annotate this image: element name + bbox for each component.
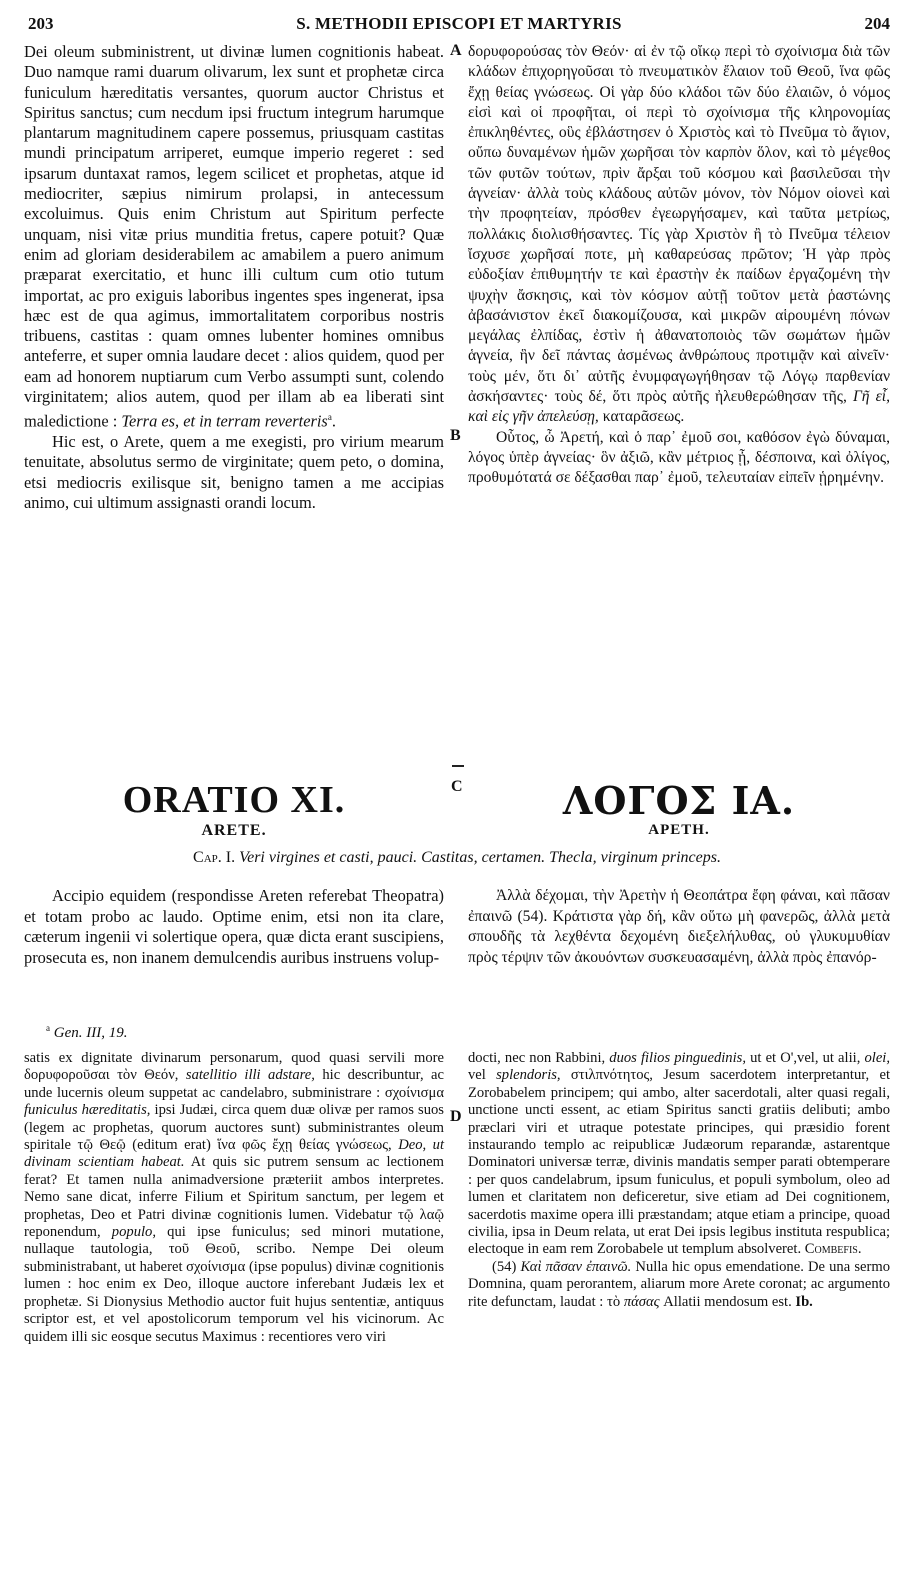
footnote-ref: a <box>327 412 332 423</box>
notes-left-column <box>24 1050 444 1346</box>
greek-text-tail: καταρᾶσεως. <box>602 408 685 426</box>
margin-marker-d: D <box>450 1108 462 1125</box>
note-text: hic describuntur, ac unde lucernis oleum suppetat ac candelabro, subministrare : σχοίνισμα <box>24 1067 444 1101</box>
note-italic: funiculus hæreditatis, <box>24 1102 151 1119</box>
note-number: (54) <box>492 1258 517 1275</box>
note-text: στιλπνότητος, Jesum sacerdotem interpretantur, et Zorobabelem principem; qui ambo, alter sacerdotali, alter quasi regali, unctione uncti essent, ac etiam Spiritus sancti gratiis delibuti; ambo præclari viri et utraque potestate principes, qui præsidio forent instaurando templo ac reipublicæ Judæorum reparandæ, astarentque Dominatori universæ terræ, divinis mandatis semper parati obtemperare : per quos candelabrum, ipsum funiculus, et populi symbolum, oleo ad lumen et claritatem non deficeretur, sive etiam ad Dei cognitionem, sacerdotis maxime opera illi præstandam; atque etiam a principe, quoad civilia, ipsa in Deum relata, ut erat Dei ipsis legibus instituta respublica; electoque in eam rem Zorobabele ut templum absolveret. <box>468 1067 890 1258</box>
page-number-right: 204 <box>864 14 890 33</box>
note-paragraph <box>468 1050 890 1259</box>
margin-marker-b: B <box>450 427 461 444</box>
greek-column-top <box>468 42 890 489</box>
note-text: docti, nec non Rabbini, <box>468 1050 606 1066</box>
greek-quote: Γῆ εἶ, καὶ εἰς γῆν ἀπελεύσῃ, <box>468 388 890 426</box>
speaker-greek: ΑΡΕΤΗ. <box>648 822 710 838</box>
running-title: S. METHODII EPISCOPI ET MARTYRIS <box>296 14 622 33</box>
latin-column-top <box>24 42 444 513</box>
note-54 <box>468 1259 890 1311</box>
note-signature: Ib. <box>795 1293 813 1310</box>
center-rule <box>452 765 464 767</box>
footnote-mark: a <box>46 1023 50 1033</box>
note-italic: duos filios pinguedinis, <box>609 1050 746 1066</box>
greek-text: δορυφορούσας τὸν Θεόν· αἱ ἐν τῷ οἴκῳ περὶ τὸ σχοίνισμα διὰ τῶν κλάδων ἐπιχορηγοῦσαι τὸ πνευματικὸν ἔλαιον τοῦ Θεοῦ, ἵνα φῶς ἔχῃ θείας γνώσεως. Οἱ γὰρ δύο κλάδοι τῶν δύο ἐλαιῶν, ὁ νόμος εἰσὶ καὶ οἱ προφῆται, οἱ περὶ τὸ σχοίνισμα τῆς κληρονομίας ἐπικληθέντες, οὓς ἐβλάστησεν ὁ Χριστὸς καὶ τὸ Πνεῦμα τὸ ἅγιον, οὔπω δυναμένων ἡμῶν χωρῆσαι τὸν καρπὸν ὅλον, καὶ τὸ μέγεθος τῶν φυτῶν τούτων, πρὶν ἄρξαι τοῦ κόσμου καὶ βασιλεῦσαι τὴν ἁγνείαν· ἀλλὰ τοὺς κλάδους αὐτῶν μόνον, τὸν Νόμον οἱονεὶ καὶ τὴν προφητείαν, πρόσθεν ἐγεωργήσαμεν, καὶ ταῦτα μετρίως, πολλάκις διολισθήσαντες. Τίς γὰρ Χριστὸν ἢ τὸ Πνεῦμα τέλειον ἴσχυσε χωρῆσαί ποτε, μὴ καθαρεύσας πρῶτον; Ἡ γὰρ πρὸς εὐδοξίαν ἐπιθυμητήν τε καὶ ἐραστὴν ἐκ παίδων ἐργαζομένη τὴν ψυχὴν ἄσκησις, καὶ τὸν κόσμον αὐτῇ τοῦτον μετὰ ῥαστώνης ἀβασάνιστον ἐκεῖ διακομίζουσα, καὶ μικρῶν αἱρουμένη πόνων μεγάλας ἐλπίδας, ἐστὶν ἡ ἀθανατοποιὸς τῶν σωμάτων ἡμῶν ἁγνεία, ἣν δεῖ πάντας ἀσμένως ἀνθρώπους προτιμᾷν καὶ αἰνεῖν· τοὺς μέν, ὅτι δι᾽ αὐτῆς ἐνυμφαγωγήθησαν τῷ Λόγῳ παρθενίαν ἀσκήσαντες· τοὺς δέ, ὅτι πρὸς αὐτῆς ἠλευθερώθησαν τῆς, <box>468 43 890 406</box>
footnote <box>46 1023 127 1042</box>
page-header <box>28 14 890 38</box>
latin-text: Dei oleum subministrent, ut divinæ lumen cognitionis habeat. Duo namque rami duarum olivarum, lex sunt et prophetæ circa funiculum hæreditatis versantes, quorum auctor Christus et Spiritus sanctus; cum necdum ipsi fructum integrum harumque plantarum magnitudinem capere possemus, priusquam castitas mundi principatum arriperet, eumque imperio regeret : sed ipsarum duntaxat ramos, legem scilicet et prophetas, atque id mediocriter, sæpius nimirum prolapsi, in antecessum excoluimus. Quis enim Christum aut Spiritum perfecte unquam, nisi vitæ prius munditia fretus, capere potuit? Quæ enim ad gloriam desiderabilem ac amabilem a puero animum præparat exercitatio, et hunc illi cultum cum otio tutum importat, ac pro exiguis laboribus ingentes spes ingenerat, ipsa hæc est de qua agimus, immortalitatem corporibus nostris tribuens, castitas : quam omnes lubenter homines omnibus anteferre, et super omnia laudare decet : alios quidem, quod per eam ad honorem nuptiarum cum Verbo assumpti sunt, colendo virginitatem; alios autem, quod per illam ab ea liberati sint maledictione : <box>24 42 444 431</box>
greek-paragraph-1 <box>468 42 890 428</box>
note-italic: πάσας <box>623 1293 660 1310</box>
page-number-left: 203 <box>28 14 54 33</box>
margin-marker-c: C <box>451 778 463 795</box>
chapter-heading <box>24 849 890 867</box>
speaker-latin: ARETE. <box>201 822 267 839</box>
note-text: ut et O',vel, ut alii, <box>750 1050 861 1066</box>
latin-paragraph-2: Hic est, o Arete, quem a me exegisti, pro virium mearum tenuitate, absolutus sermo de virginitate; quem peto, o domina, etsi mediocris exilisque sit, benigno tamen a me accipias animo, cui ultimum assignasti orandi locum. <box>24 432 444 512</box>
margin-marker-a: A <box>450 42 462 59</box>
note-italic: populo, <box>111 1224 156 1241</box>
note-text: At quis sic putrem sensum ac lectionem ferat? Et tamen nulla animadversione præteriit ambos interpretes. Nemo sane dicat, inferre Filium et Spiritum sanctum, per legem et prophetas, Deo et Patri divinæ cognitionis lumen. Videbatur τῷ λαῷ reponendum, <box>24 1154 444 1241</box>
notes-right-column <box>468 1050 890 1311</box>
footnote-ref-text: Gen. III, 19. <box>53 1025 128 1041</box>
section-title-latin: ORATIO XI. <box>122 779 346 821</box>
note-lemma: Καὶ πᾶσαν ἐπαινῶ. <box>520 1258 632 1275</box>
note-text: Allatii mendosum est. <box>663 1293 792 1310</box>
note-text: Nulla hic opus emendatione. De una sermo Domnina, quam perorantem, aliarum more Arete coronat; ac argumento rite defunctam, laudat : τὸ <box>468 1258 890 1310</box>
note-text: qui ipse funiculus; sed minori mutatione, nullaque tautologia, τοῦ Θεοῦ, scribo. Nempe Dei oleum subministrabant, ut haberet σχοίνισμα (ipse populus) divinæ cognitionis lumen : hoc enim ex Deo, illoque auctore inferebant Judæis lex et prophetæ. Si Dionysius Methodio auctor fuit hujus sententiæ, antiquus scriptor est, et vel apostolicorum temporum vel his vicinorum. Ac quidem illi sic eosque secutus Maximus : recentiores vero viri <box>24 1224 444 1345</box>
note-italic: olei, <box>864 1050 891 1066</box>
note-italic: satellitio illi adstare, <box>185 1067 315 1084</box>
latin-paragraph-1: Dei oleum subministrent, ut divinæ lumen cognitionis habeat. Duo namque rami duarum olivarum, lex sunt et prophetæ circa funiculum hæreditatis versantes, quorum auctor Christus et Spiritus sanctus; cum necdum ipsi fructum integrum harumque plantarum magnitudinem capere possemus, priusquam castitas mundi principatum arriperet, eumque imperio regeret : sed ipsarum duntaxat ramos, legem scilicet et prophetas, atque id mediocriter, sæpius nimirum prolapsi, in antecessum excoluimus. Quis enim Christum aut Spiritum perfecte unquam, nisi vitæ prius munditia fretus, capere potuit? Quæ enim ad gloriam desiderabilem ac amabilem a puero animum præparat exercitatio, et hunc illi cultum cum otio tutum importat, ac pro exiguis laboribus ingentes spes ingenerat, ipsa hæc est de qua agimus, immortalitatem corporibus nostris tribuens, castitas : quam omnes lubenter homines omnibus anteferre, et super omnia laudare decet : alios quidem, quod per eam ad honorem nuptiarum cum Verbo assumpti sunt, colendo virginitatem; alios autem, quod per illam ab ea liberati sint maledictione : Terra es, et in terram reverteris$^a$. <box>24 42 444 431</box>
latin-column-section: Accipio equidem (respondisse Areten referebat Theopatra) et totam probo ac laudo. Optime enim, etsi non ita clare, cæterum ingenii vi solertique opera, quæ dicta erant suscipiens, prosecuta es, non inanem demulcendis auribus instruens volup- <box>24 886 444 967</box>
chapter-label: Cap. I. <box>193 849 236 866</box>
note-text: vel <box>468 1067 486 1084</box>
note-text: satis ex dignitate divinarum personarum, quod quasi servili more δορυφοροῦσαι τὸν Θεόν, <box>24 1050 444 1084</box>
note-signature: Combefis. <box>804 1241 862 1258</box>
chapter-summary: Veri virgines et casti, pauci. Castitas, certamen. Thecla, virginum princeps. <box>239 849 721 866</box>
note-text: ipsi Judæi, circa quem duæ olivæ per ramos suos (legem ac prophetas, quorum auctores sunt) subministrantes oleum spiritale τῷ Θεῷ (editum erat) ἵνα φῶς ἔχῃ θείας γνώσεως, <box>24 1102 444 1154</box>
note-italic: Deo, ut divinam scientiam habeat. <box>24 1137 444 1171</box>
note-italic: splendoris, <box>496 1067 561 1084</box>
greek-paragraph-2: Οὗτος, ὦ Ἀρετή, καὶ ὁ παρ᾽ ἐμοῦ σοι, καθόσον ἐγὼ δύναμαι, λόγος ὑπὲρ ἁγνείας· ὃν ἀξιῶ, κἂν μέτριος ᾖ, δέσποινα, καὶ ὀλίγος, προθυμότατά σε δέξασθαι παρ᾽ ἐμοῦ, τελευταίαν εἰπεῖν ᾑρημένην. <box>468 428 890 487</box>
latin-quote: Terra es, et in terram reverteris <box>121 411 328 431</box>
section-title-greek: ΛΟΓΟΣ ΙΑ. <box>562 778 796 823</box>
greek-column-section: Ἀλλὰ δέχομαι, τὴν Ἀρετὴν ἡ Θεοπάτρα ἔφη φάναι, καὶ πᾶσαν ἐπαινῶ (54). Κράτιστα γὰρ δή, κἂν οὕτω μὴ φανερῶς, ἀλλὰ μετὰ σπουδῆς τὰ λεχθέντα δεχομένη διεξελήλυθας, οὐ γλυκυμυθίαν πρὸς τέρψιν τῶν ἀκουόντων συσκευασαμένη, ἀλλὰ πρὸς ἐπανόρ- <box>468 887 890 966</box>
